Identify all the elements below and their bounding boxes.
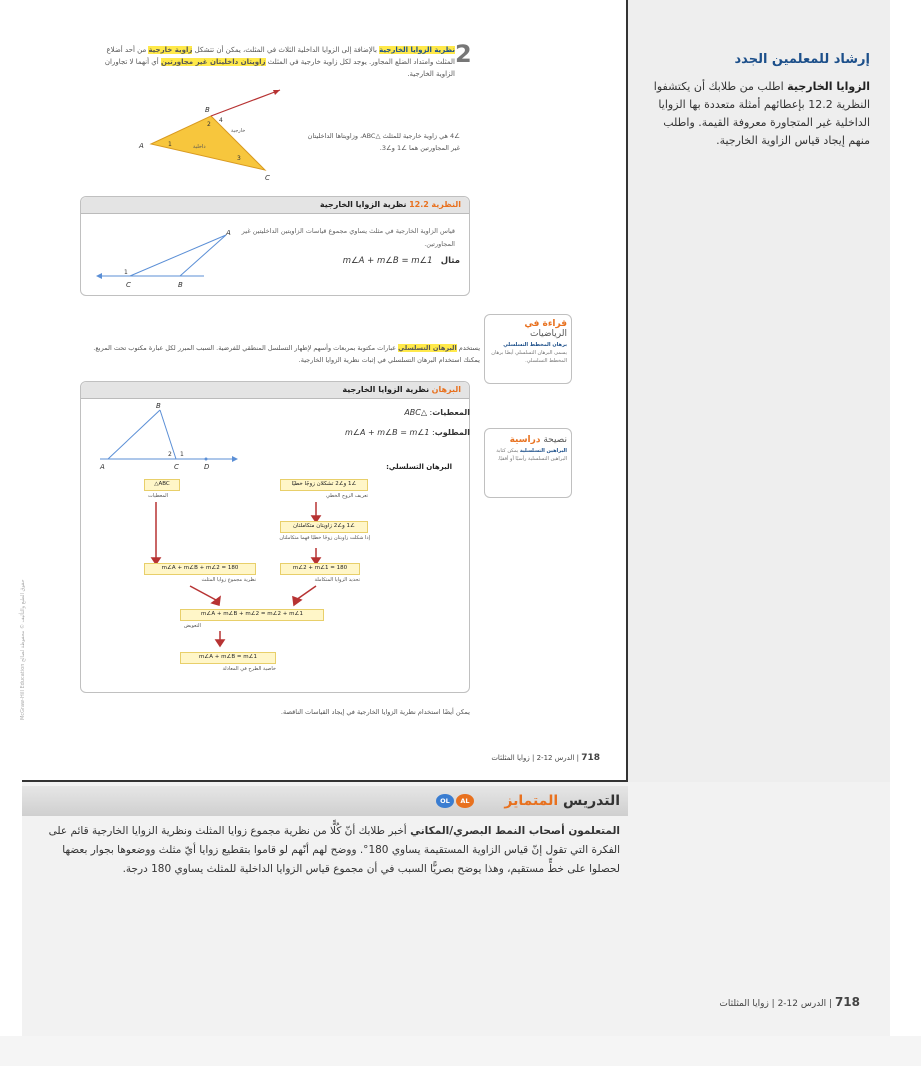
reading-side-term: برهان المخطط التسلسلي [503, 342, 567, 348]
teacher-tip-text: اطلب من طلابك أن يكتشفوا النظرية 12.2 بإعطائهم أمثلة متعددة بها الزوايا الداخلية غير المتجاورة معروفة القيمة. واطلب منهم إيجاد قياس الزاوية الخارجية. [653, 80, 870, 147]
teacher-tip-body [650, 78, 870, 150]
page-footnote: يمكن أيضًا استخدام نظرية الزوايا الخارجية في إيجاد القياسات الناقصة. [280, 708, 470, 716]
study-tip-box [484, 428, 572, 498]
flow-reason-conclusion: خاصية الطرح في المعادلة [222, 666, 276, 672]
footer-topic: زوايا المثلثات [491, 754, 530, 762]
flow-reason-given: المعطيات [148, 493, 169, 499]
study-tip-title-2: دراسية [509, 435, 541, 445]
level-badge-ol: OL [436, 794, 454, 808]
study-tip-title [485, 429, 571, 445]
angle-4-label: 4 [219, 117, 223, 124]
proof-label-d: D [204, 463, 210, 471]
reading-title-2: الرياضيات [529, 329, 567, 339]
flow-box-conclusion: m∠A + m∠B = m∠1 [180, 652, 276, 664]
exterior-region-label: خارجية [231, 128, 246, 134]
teacher-page-number: 718 [834, 995, 860, 1009]
flow-box-supplementary: ∠1 و∠2 زاويتان متكاملتان [280, 521, 368, 533]
example-label: مثال [440, 256, 460, 266]
flow-reason-substitution: التعويض [184, 623, 201, 629]
footer-lesson: الدرس 12-2 [536, 754, 575, 762]
given-value: △ABC [404, 408, 428, 417]
arrow-sum-to-subst [190, 586, 216, 600]
theorem-label-b: B [178, 281, 183, 289]
flow-reason-supp-equation: تحديد الزوايا المتكاملة [314, 577, 360, 583]
point-d-marker [205, 458, 208, 461]
teacher-footer-topic: زوايا المثلثات [719, 999, 769, 1009]
flow-reason-supplementary: إذا شكلت زاويتان زوجًا خطيًا فهما متكاملتان [279, 535, 370, 541]
flow-box-given: △ABC [144, 479, 180, 491]
theorem-number: 12.2 [409, 200, 429, 209]
flow-box-linear-pair: ∠1 و∠2 تشكلان زوجًا خطيًا [280, 479, 368, 491]
differentiated-body [40, 822, 620, 879]
student-page-footer: 718 | الدرس 12-2 | زوايا المثلثات [491, 753, 600, 763]
study-tip-text [485, 445, 571, 465]
page-number: 718 [581, 753, 600, 763]
section-intro [85, 44, 455, 80]
proof-base-arrow [232, 456, 238, 462]
differentiated-lead: المتعلمون أصحاب النمط البصري/المكاني [410, 825, 620, 837]
theorem-label-a: A [226, 229, 231, 237]
proof-header [81, 382, 469, 399]
differentiated-title-1: التدريس [563, 793, 620, 809]
section-heading: نظرية الزوايا الخارجية [379, 46, 455, 54]
vertex-c-label: C [265, 174, 270, 182]
reading-side-text [485, 339, 571, 367]
flow-box-substitution: m∠A + m∠B + m∠2 = m∠2 + m∠1 [180, 609, 324, 621]
teacher-tip-term: الزوايا الخارجية [787, 80, 870, 93]
teacher-footer-lesson: الدرس 12-2 [777, 999, 827, 1009]
prove-label: المطلوب [434, 428, 470, 437]
reading-title [485, 315, 571, 339]
section-number: 2 [455, 40, 472, 68]
proof-label-a: A [100, 463, 105, 471]
theorem-side-ac [130, 235, 226, 276]
arrow-eq-to-subst [296, 586, 316, 600]
reading-body: عبارات مكتوبة بمربعات وأسهم لإظهار التسلسل المنطقي للفرضية. السبب المبرر لكل عبارة مكتوب تحت المربع. يمكنك استخدام البرهان التسلسلي في إثبات نظرية الزوايا الخارجية. [93, 344, 480, 364]
reading-math-box [484, 314, 572, 384]
differentiated-text: أخبر طلابك أنّ كُلًّا من نظرية مجموع زوايا المثلث ونظرية الزوايا الخارجية قائم على الفكرة التي تقول إنّ قياس الزاوية المستقيمة يساوي 180°. ووضح لهم أنّهم لو قاموا بتقطيع زوايا أيّ مثلث ووضعوها بجوار بعضها لحصلوا على خطٍّ مستقيم، وهذا يوضح بصريًّا السبب في أن مجموع قياس الزوايا الداخلية للمثلث يساوي 180 درجة. [48, 825, 620, 875]
intro-part-2: من أحد أضلاع المثلث وامتداد الضلع المجاور. يوجد لكل زاوية خارجية في المثلث [106, 46, 455, 66]
theorem-header [81, 197, 469, 214]
vertex-a-label: A [139, 142, 144, 150]
teacher-page-footer: 718 | الدرس 12-2 | زوايا المثلثات [719, 995, 860, 1009]
flow-arrows [100, 476, 360, 676]
theorem-title: نظرية الزوايا الخارجية [319, 200, 407, 209]
theorem-base-arrow [96, 273, 102, 279]
vertex-b-label: B [205, 106, 210, 114]
theorem-statement: قياس الزاوية الخارجية في مثلث يساوي مجموع قياسات الزاويتين الداخليتين غير المجاورتين. [241, 227, 455, 248]
exterior-angle-figure [135, 88, 290, 183]
study-tip-body: يمكن كتابة البراهين التسلسلية رأسيًا أو أفقيًا. [496, 448, 567, 462]
differentiated-title [480, 793, 620, 809]
term-exterior-angle: زاوية خارجية [148, 46, 193, 54]
differentiated-title-2: المتمايز [504, 793, 559, 809]
proof-title: نظرية الزوايا الخارجية [342, 385, 430, 394]
proof-tag: البرهان [431, 385, 461, 394]
flow-box-angle-sum: m∠A + m∠B + m∠2 = 180 [144, 563, 256, 575]
study-tip-title-1: نصيحة [543, 435, 567, 445]
example-equation: m∠A + m∠B = m∠1 [342, 256, 433, 266]
prove-value: m∠A + m∠B = m∠1 [344, 428, 430, 437]
proof-figure [96, 400, 246, 472]
proof-label-2: 2 [168, 451, 172, 458]
reading-paragraph [88, 342, 480, 366]
reading-side-body: يسمى البرهان التسلسلي أيضًا برهان المخطط التسلسلي. [491, 350, 567, 364]
proof-label-b: B [156, 402, 161, 410]
copyright-credit: McGraw-Hill Education حقوق الطبع والتأليف © محفوظة لصالح [20, 579, 26, 720]
interior-region-label: داخلية [193, 144, 206, 150]
proof-side-ab [108, 410, 160, 459]
term-remote-interior: زاويتان داخليتان غير مجاورتين [160, 58, 266, 66]
teacher-tip-title: إرشاد للمعلمين الجدد [734, 52, 870, 67]
theorem-tag: النظرية [431, 200, 461, 209]
proof-label-c: C [174, 463, 179, 471]
theorem-figure [92, 225, 242, 291]
reading-intro: يستخدم [458, 344, 480, 352]
theorem-side-bc [180, 235, 226, 276]
exterior-angle-note: ∠4 هي زاوية خارجية للمثلث △ABC، وزاويتاها الداخليتان غير المجاورتين هما ∠1 و∠3. [307, 132, 460, 152]
flow-reason-linear-pair: تعريف الزوج الخطي [325, 493, 368, 499]
flow-reason-angle-sum: نظرية مجموع زوايا المثلث [201, 577, 256, 583]
angle-3-label: 3 [237, 155, 241, 162]
term-flow-proof: البرهان التسلسلي [398, 344, 457, 352]
theorem-label-1: 1 [124, 269, 128, 276]
theorem-label-c: C [126, 281, 131, 289]
theorem-example [260, 256, 460, 266]
angle-1-label: 1 [168, 141, 172, 148]
angle-2-label: 2 [207, 121, 211, 128]
given-label: المعطيات [432, 408, 470, 417]
proof-given: المعطيات: △ABC [404, 408, 470, 417]
flow-box-supp-equation: m∠2 + m∠1 = 180 [280, 563, 360, 575]
arrowhead-subst-to-final [216, 640, 224, 646]
extension-ray [211, 90, 280, 116]
intro-part-1: بالإضافة إلى الزوايا الداخلية الثلاث في المثلث، يمكن أن تتشكل [194, 46, 377, 54]
intro-part-3: أي أنهما لا تجاوران الزاوية الخارجية. [104, 58, 455, 78]
flow-proof-title: البرهان التسلسلي: [386, 463, 452, 471]
proof-label-1: 1 [180, 451, 184, 458]
extension-arrow [273, 90, 280, 95]
level-badge-al: AL [456, 794, 474, 808]
viewer-bottom-strip [0, 1036, 921, 1066]
proof-prove: المطلوب: m∠A + m∠B = m∠1 [344, 428, 470, 437]
reading-title-1: قراءة في [524, 319, 567, 329]
study-tip-term: البراهين التسلسلية [519, 448, 567, 454]
